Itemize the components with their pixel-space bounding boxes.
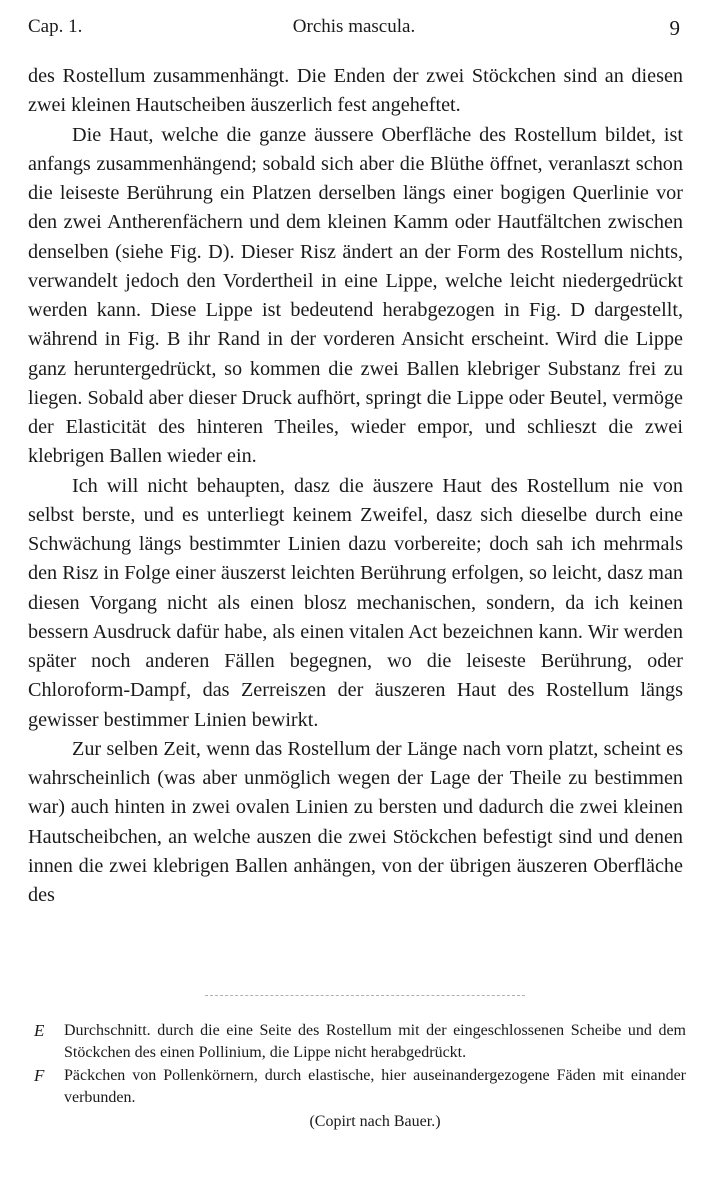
figure-note-text: Päckchen von Pollenkörnern, durch elastische, hier auseinandergezogene Fäden mit einander verbunden. (64, 1066, 686, 1106)
figure-note-e (34, 1020, 686, 1065)
figure-credit: (Copirt nach Bauer.) (309, 1113, 441, 1131)
figure-note-letter: F (34, 1065, 45, 1085)
page-number: 9 (669, 16, 680, 40)
paragraph: Ich will nicht behaupten, dasz die äuszere Haut des Rostellum nie von selbst berste, und es unterliegt keinem Zweifel, dasz sich dieselbe durch eine Schwächung längs bestimmter Linien dazu vorbereite; doch sah ich mehrmals den Risz in Folge einer äuszerst leichten Berührung erfolgen, so leicht, dasz man diesen Vorgang nicht als einen blosz mechanischen, sondern, da ich keinen bessern Ausdruck dafür habe, als einen vitalen Act bezeichnen kann. Wir werden später noch anderen Fällen begegnen, wo die leiseste Berührung, oder Chloroform-Dampf, das Zerreiszen der äuszeren Haut des Rostellum längs gewisser bestimmer Linien bewirkt. (28, 474, 683, 731)
paragraph: Die Haut, welche die ganze äussere Oberfläche des Rostellum bildet, ist anfangs zusammenhängend; sobald sich aber die Blüthe öffnet, veranlaszt schon die leiseste Berührung ein Platzen derselben längs einer bogigen Querlinie vor den zwei Antherenfächern und dem kleinen Kamm oder Hautfältchen zwischen denselben (siehe Fig. D). Dieser Risz ändert an der Form des Rostellum nichts, verwandelt jedoch den Vordertheil in eine Lippe, welche leicht niedergedrückt werden kann. Diese Lippe ist bedeutend herabgezogen in Fig. D dargestellt, während in Fig. B ihr Rand in der vorderen Ansicht erscheint. Wird die Lippe ganz heruntergedrückt, so kommen die zwei Ballen klebriger Substanz frei zu liegen. Sobald aber dieser Druck aufhört, springt die Lippe oder Beutel, vermöge der Elasticität des hinteren Theiles, wieder empor, und schlieszt die zwei klebrigen Ballen wieder ein. (28, 123, 683, 468)
paragraph-continuation: des Rostellum zusammenhängt. Die Enden der zwei Stöckchen sind an diesen zwei kleinen Hautscheiben äuszerlich fest angeheftet. (28, 65, 683, 117)
paragraph: Zur selben Zeit, wenn das Rostellum der Länge nach vorn platzt, scheint es wahrscheinlich (was aber unmöglich wegen der Lage der Theile zu bestimmen war) auch hinten in zwei ovalen Linien zu bersten und dadurch die zwei kleinen Hautscheibchen, an welche auszen die zwei Stöckchen befestigt sind und denen innen die zwei klebrigen Ballen anhängen, von der übrigen äuszeren Oberfläche des (28, 737, 683, 906)
chapter-label: Cap. 1. (28, 16, 83, 37)
footnote-divider (205, 995, 525, 996)
running-header (28, 16, 680, 44)
page-title: Orchis mascula. (292, 16, 416, 37)
body-text (28, 62, 683, 910)
figure-note-f (34, 1065, 686, 1110)
figure-note-text: Durchschnitt. durch die eine Seite des Rostellum mit der eingeschlossenen Scheibe und dem Stöckchen des einen Pollinium, die Lippe nicht herabgedrückt. (64, 1022, 686, 1062)
figure-note-letter: E (34, 1021, 45, 1040)
figure-notes (34, 1020, 686, 1133)
